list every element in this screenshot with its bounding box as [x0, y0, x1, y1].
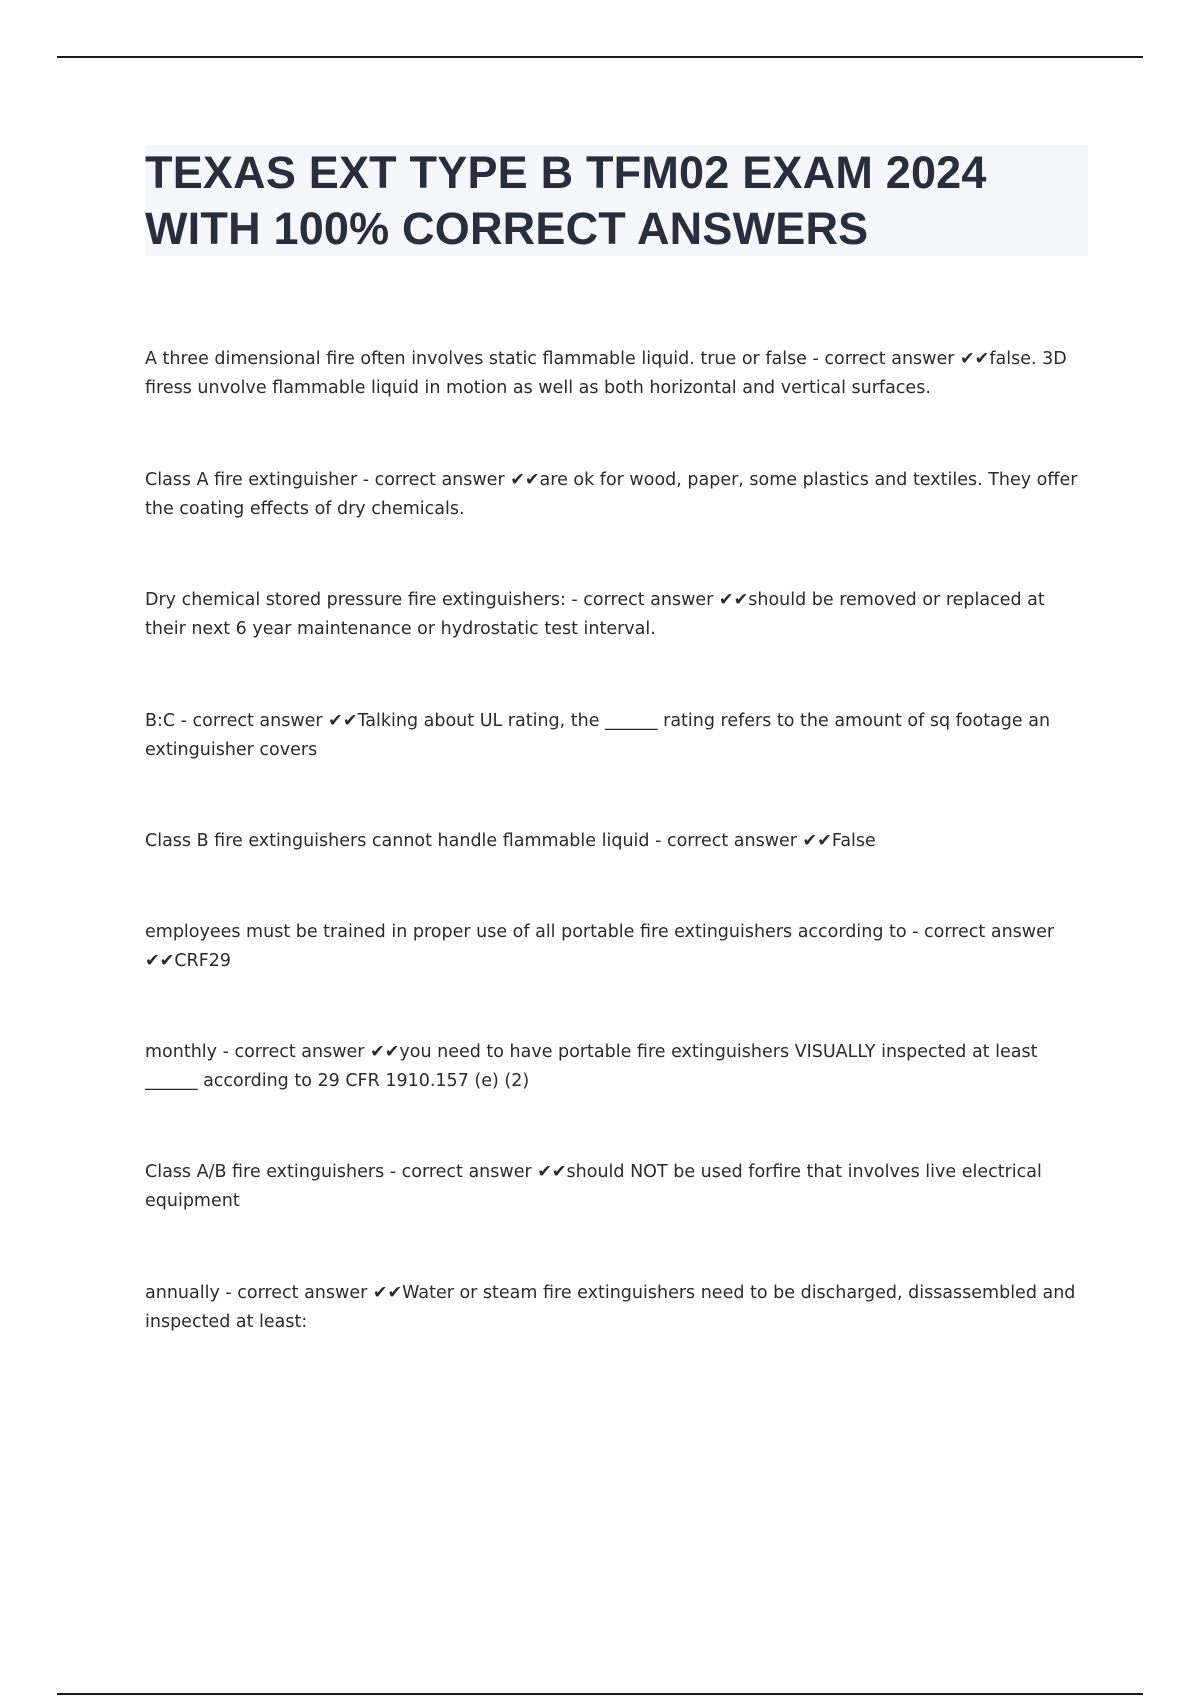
qa-item: employees must be trained in proper use of all portable fire extinguishers according to - correct answer ✔✔CRF29	[145, 922, 1055, 971]
header-rule	[57, 56, 1143, 58]
title-block	[145, 145, 1088, 256]
qa-item: B:C - correct answer ✔✔Talking about UL rating, the ______ rating refers to the amount of sq footage an extinguisher covers	[145, 711, 1051, 760]
qa-item: monthly - correct answer ✔✔you need to have portable fire extinguishers VISUALLY inspected at least ______ according to 29 CFR 1910.157 (e) (2)	[145, 1042, 1038, 1091]
qa-item: Class A/B fire extinguishers - correct answer ✔✔should NOT be used forfire that involves live electrical equipment	[145, 1162, 1042, 1211]
qa-item: A three dimensional fire often involves static flammable liquid. true or false - correct answer ✔✔false. 3D firess unvolve flammable liquid in motion as well as both horizontal and vertical surfaces.	[145, 349, 1067, 398]
document-title: TEXAS EXT TYPE B TFM02 EXAM 2024 WITH 100% CORRECT ANSWERS	[145, 147, 987, 254]
qa-item: Dry chemical stored pressure fire extinguishers: - correct answer ✔✔should be removed or replaced at their next 6 year maintenance or hydrostatic test interval.	[145, 590, 1045, 639]
qa-item: Class B fire extinguishers cannot handle flammable liquid - correct answer ✔✔False	[145, 831, 876, 851]
qa-item: annually - correct answer ✔✔Water or steam fire extinguishers need to be discharged, dissassembled and inspected at least:	[145, 1283, 1076, 1332]
footer-rule	[57, 1693, 1143, 1695]
qa-item: Class A fire extinguisher - correct answer ✔✔are ok for wood, paper, some plastics and textiles. They offer the coating effects of dry chemicals.	[145, 470, 1078, 519]
